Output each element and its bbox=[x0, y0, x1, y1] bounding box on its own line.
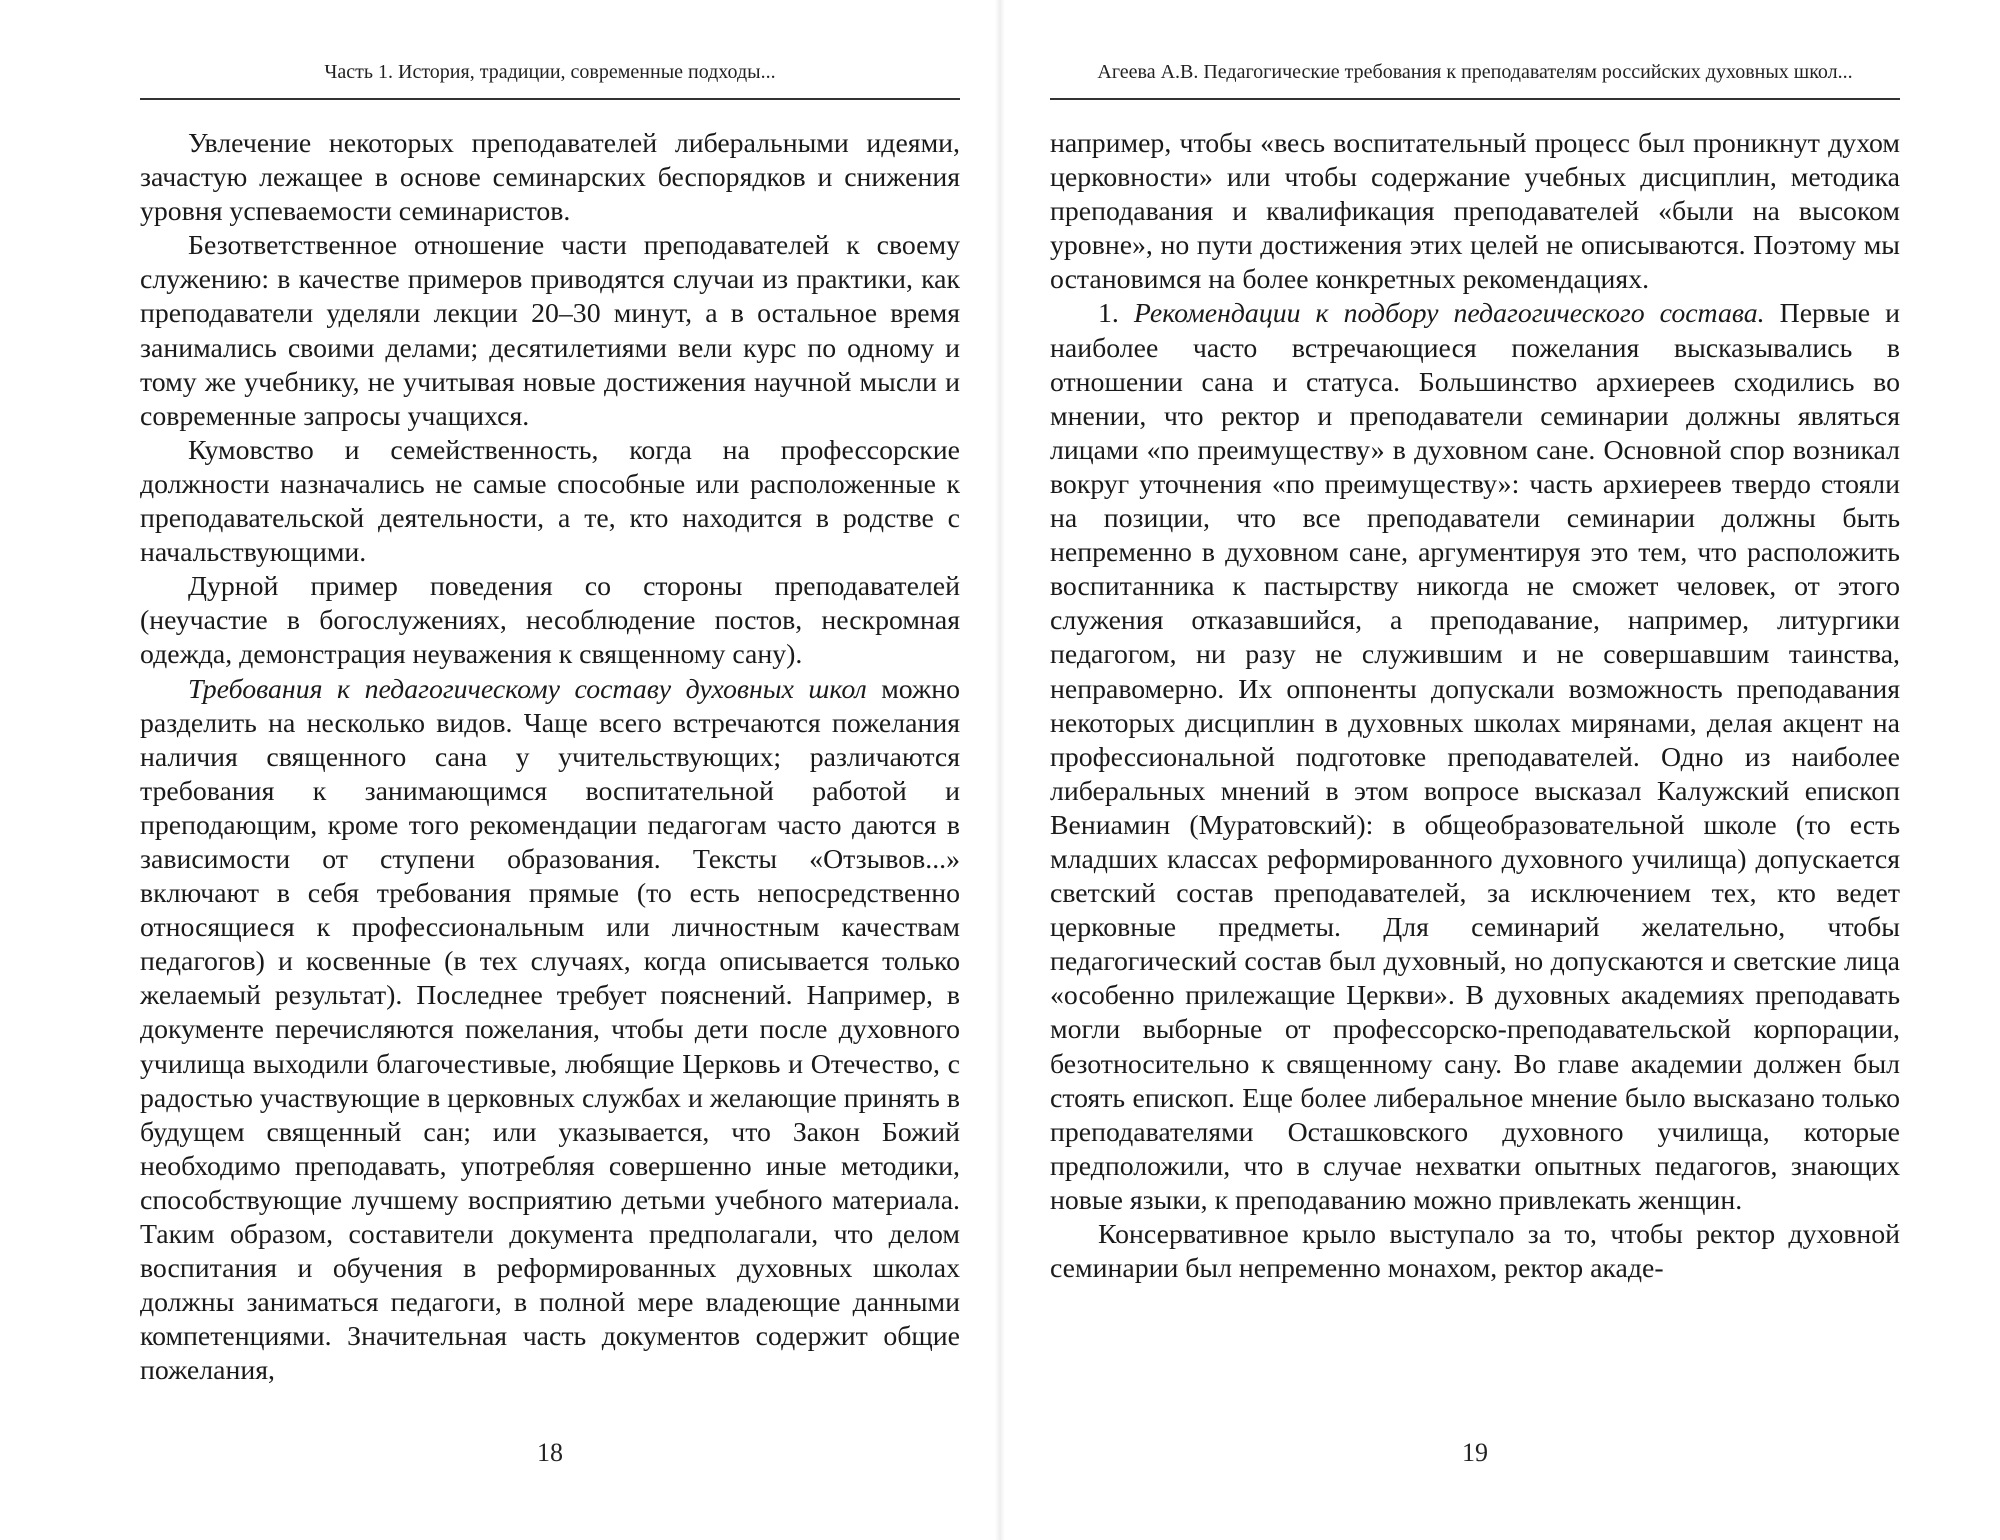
paragraph-text: можно разделить на несколько видов. Чаще всего встречаются пожелания наличия священного сана у учительствующих; различаются требования к занимающимся воспитательной работой и преподающим, кроме того рекомендации педагогам часто даются в зависимости от ступени образования. Тексты «Отзывов...» включают в себя требования прямые (то есть непосредственно относящиеся к профессиональным или личностным качествам педагогов) и косвенные (в тех случаях, когда описывается только желаемый результат). Последнее требует пояснений. Например, в документе перечисляются пожелания, чтобы дети после духовного училища выходили благочестивые, любящие Церковь и Отечество, с радостью участвующие в церковных службах и желающие принять в будущем священный сан; или указывается, что Закон Божий необходимо преподавать, употребляя совершенно иные методики, способствующие лучшему восприятию детьми учебного материала. Таким образом, составители документа предполагали, что делом воспитания и обучения в реформированных духовных школах должны заниматься педагоги, в полной мере владеющие данными компетенциями. Значительная часть документов содержит общие пожелания, bbox=[140, 673, 960, 1387]
page-number-left: 18 bbox=[537, 1438, 563, 1467]
paragraph: Дурной пример поведения со стороны преподавателей (неучастие в богослужениях, несоблюдение постов, нескромная одежда, демонстрация неуважения к священному сану). bbox=[140, 571, 960, 671]
header-rule-right bbox=[1050, 98, 1900, 100]
running-head-left: Часть 1. История, традиции, современные подходы... bbox=[324, 61, 776, 83]
paragraph: Кумовство и семейственность, когда на профессорские должности назначались не самые способные или расположенные к преподавательской деятельности, а те, кто находится в родстве с начальствующими. bbox=[140, 434, 960, 569]
paragraph-text: Первые и наиболее часто встречающиеся пожелания высказывались в отношении сана и статуса. Большинство архиереев сходились во мнении, что ректор и преподаватели семинарии должны являться лицами «по преимуществу» в духовном сане. Основной спор возникал вокруг уточнения «по преимуществу»: часть архиереев твердо стояли на позиции, что все преподаватели семинарии должны быть непременно в духовном сане, аргументируя это тем, что расположить воспитанника к пастырству никогда не сможет человек, от этого служения отказавшийся, а преподавание, например, литургики педагогом, ни разу не служившим и не совершавшим таинства, неправомерно. Их оппоненты допускали возможность преподавания некоторых дисциплин в духовных школах мирянами, делая акцент на профессиональной подготовке преподавателей. Одно из наиболее либеральных мнений в этом вопросе высказал Калужский епископ Вениамин (Муратовский): в общеобразовательной школе (то есть младших классах реформированного духовного училища) допускается светский состав преподавателей, за исключением тех, кто ведет церковные предметы. Для семинарий желательно, чтобы педагогический состав был духовный, но допускаются и светские лица «особенно прилежащие Церкви». В духовных академиях преподавать могли выборные от профессорско-преподавательской корпорации, безотносительно к священному сану. Во главе академии должен был стоять епископ. Еще более либеральное мнение было высказано только преподавателями Осташковского духовного училища, которые предположили, что в случае нехватки опытных педагогов, знающих новые языки, к преподаванию можно привлекать женщин. bbox=[1050, 298, 1900, 1216]
right-page bbox=[1000, 0, 2000, 1540]
italic-subheading: Требования к педагогическому составу духовных школ bbox=[188, 673, 867, 705]
italic-subheading: Рекомендации к подбору педагогического состава. bbox=[1133, 298, 1765, 330]
running-head-right: Агеева А.В. Педагогические требования к преподавателям российских духовных школ... bbox=[1097, 61, 1853, 83]
paragraph: Увлечение некоторых преподавателей либеральными идеями, зачастую лежащее в основе семинарских беспорядков и снижения уровня успеваемости семинаристов. bbox=[140, 128, 960, 228]
paragraph: например, чтобы «весь воспитательный процесс был проникнут духом церковности» или чтобы содержание учебных дисциплин, методика преподавания и квалификация преподавателей «были на высоком уровне», но пути достижения этих целей не описываются. Поэтому мы остановимся на более конкретных рекомендациях. bbox=[1050, 128, 1900, 296]
body-text-right bbox=[1050, 127, 1900, 1286]
paragraph: Консервативное крыло выступало за то, чтобы ректор духовной семинарии был непременно монахом, ректор акаде- bbox=[1050, 1219, 1900, 1285]
header-rule-left bbox=[140, 98, 960, 100]
paragraph: Безответственное отношение части преподавателей к своему служению: в качестве примеров приводятся случаи из практики, как преподаватели уделяли лекции 20–30 минут, а в остальное время занимались своими делами; десятилетиями вели курс по одному и тому же учебнику, не учитывая новые достижения научной мысли и современные запросы учащихся. bbox=[140, 230, 960, 432]
page-number-right: 19 bbox=[1462, 1438, 1488, 1467]
paragraph bbox=[140, 673, 960, 1389]
list-number: 1. bbox=[1098, 298, 1134, 330]
paragraph bbox=[1050, 297, 1900, 1218]
body-text-left bbox=[140, 127, 960, 1388]
